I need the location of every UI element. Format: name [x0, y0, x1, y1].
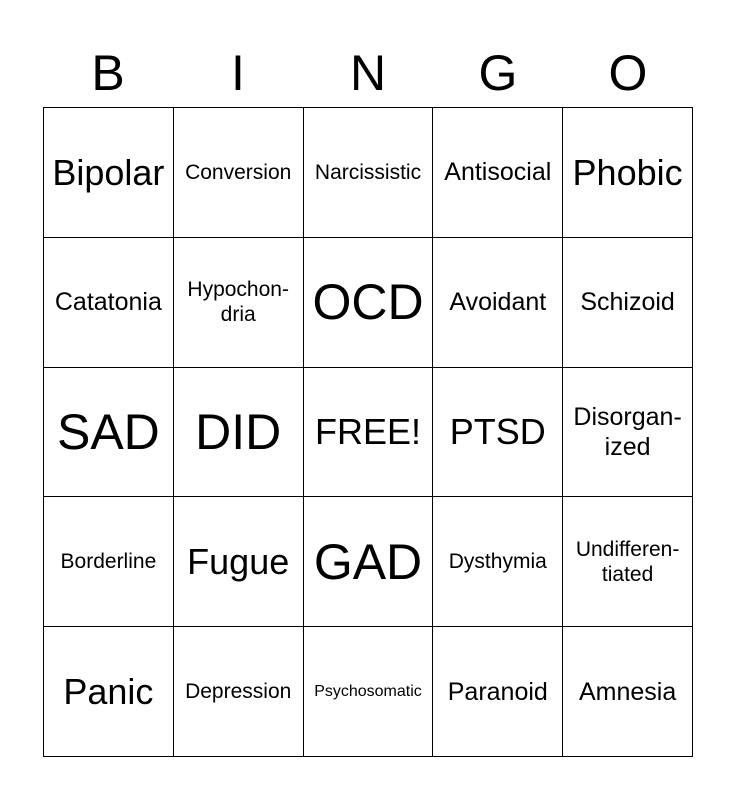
bingo-cell[interactable] — [44, 108, 174, 238]
cell-label: Paranoid — [447, 677, 548, 706]
header-letter-b: B — [91, 45, 125, 101]
header-letter-o: O — [608, 45, 648, 101]
header-letter-n: N — [349, 45, 387, 101]
cell-label: OCD — [312, 274, 424, 331]
cell-label: SAD — [56, 403, 160, 460]
cell-label: GAD — [313, 533, 423, 590]
cell-label: PTSD — [449, 411, 546, 453]
bingo-cell[interactable] — [563, 497, 693, 627]
bingo-grid — [43, 107, 693, 757]
cell-label: Dysthymia — [448, 550, 547, 574]
bingo-cell[interactable] — [44, 368, 174, 498]
bingo-cell[interactable] — [174, 368, 304, 498]
cell-label: Fugue — [187, 541, 290, 583]
bingo-cell[interactable] — [563, 627, 693, 757]
cell-label: Psychosomatic — [314, 683, 422, 700]
bingo-cell[interactable] — [433, 108, 563, 238]
cell-label: Panic — [63, 671, 154, 712]
bingo-cell[interactable] — [174, 108, 304, 238]
cell-label: DID — [195, 403, 282, 460]
cell-label: Undifferen- tiated — [575, 537, 680, 586]
cell-label: Phobic — [572, 151, 683, 193]
cell-label: Schizoid — [580, 288, 675, 317]
bingo-cell[interactable] — [174, 238, 304, 368]
bingo-cell[interactable] — [563, 238, 693, 368]
bingo-cell[interactable] — [433, 497, 563, 627]
bingo-cell[interactable] — [174, 627, 304, 757]
header-letter-g: G — [478, 45, 518, 101]
cell-label: Conversion — [185, 160, 292, 184]
cell-label: Catatonia — [54, 288, 162, 317]
cell-label: Hypochon- dria — [187, 278, 289, 327]
bingo-cell[interactable] — [174, 497, 304, 627]
cell-label: Borderline — [60, 550, 157, 574]
cell-label: FREE! — [314, 411, 421, 453]
bingo-cell[interactable] — [433, 627, 563, 757]
bingo-cell[interactable] — [44, 627, 174, 757]
header-letter-i: I — [231, 45, 245, 101]
cell-label: Disorgan- ized — [573, 402, 682, 461]
bingo-cell[interactable] — [433, 238, 563, 368]
cell-label: Depression — [185, 680, 292, 703]
cell-label: Avoidant — [449, 288, 547, 317]
cell-label: Amnesia — [578, 677, 677, 706]
bingo-cell[interactable] — [304, 108, 434, 238]
bingo-cell[interactable] — [304, 497, 434, 627]
bingo-cell[interactable] — [44, 497, 174, 627]
bingo-cell[interactable] — [433, 368, 563, 498]
bingo-cell[interactable] — [304, 238, 434, 368]
bingo-header — [43, 38, 693, 108]
cell-label: Narcissistic — [314, 160, 422, 184]
bingo-free-cell[interactable] — [304, 368, 434, 498]
bingo-cell[interactable] — [44, 238, 174, 368]
bingo-cell[interactable] — [563, 368, 693, 498]
cell-label: Antisocial — [444, 158, 552, 187]
cell-label: Bipolar — [52, 151, 165, 193]
bingo-cell[interactable] — [563, 108, 693, 238]
bingo-cell[interactable] — [304, 627, 434, 757]
